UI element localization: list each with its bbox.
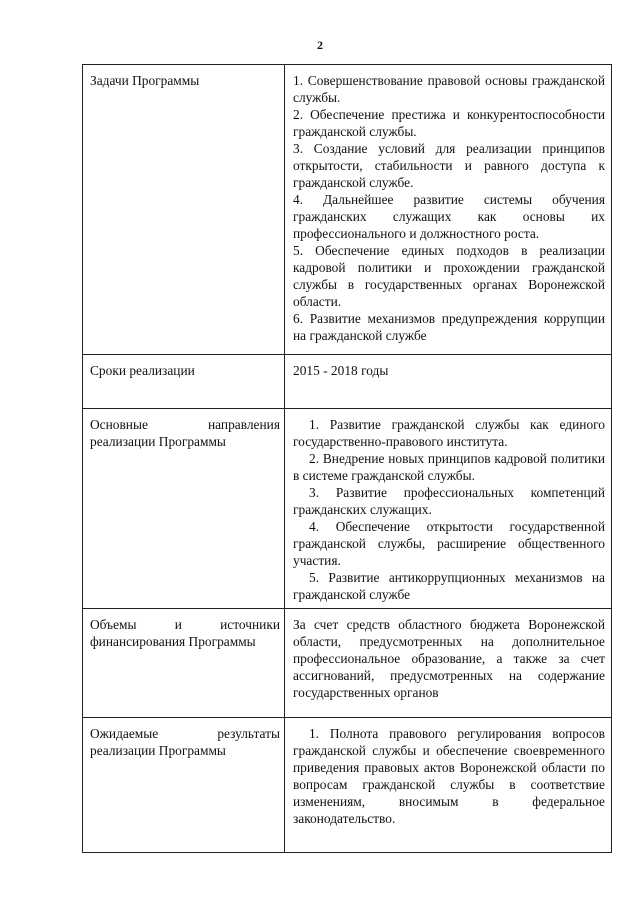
task-item: 2. Обеспечение престижа и конкурентоспособности гражданской службы.: [293, 107, 605, 139]
row-label-cell: [83, 609, 285, 718]
table-row-funding: [83, 609, 612, 718]
direction-item: 4. Обеспечение открытости государственной гражданской службы, расширение общественного участия.: [293, 519, 605, 568]
row-label: Сроки реализации: [90, 363, 195, 378]
result-item: 1. Полнота правового регулирования вопросов гражданской службы и обеспечение своевременного приведения правовых актов Воронежской области по вопросам гражданской службы в соответствие изменениям, вносимым в федеральное законодательство.: [293, 726, 605, 826]
row-content-cell: [285, 65, 612, 355]
program-passport-table: [82, 64, 612, 853]
terms-value: 2015 - 2018 годы: [293, 363, 389, 378]
task-item: 4. Дальнейшее развитие системы обучения гражданских служащих как основы их профессионального и должностного роста.: [293, 192, 605, 241]
table-row-directions: [83, 409, 612, 609]
table-row-tasks: [83, 65, 612, 355]
row-content-cell: [285, 718, 612, 853]
table-row-results: [83, 718, 612, 853]
table-row-terms: [83, 355, 612, 409]
task-item: 5. Обеспечение единых подходов в реализации кадровой политики и прохождении гражданской службы в государственных органах Воронежской области.: [293, 243, 605, 309]
row-label-cell: [83, 409, 285, 609]
task-item: 3. Создание условий для реализации принципов открытости, стабильности и равного доступа к гражданской службе.: [293, 141, 605, 190]
row-label: Ожидаемые результаты реализации Программы: [90, 726, 280, 758]
row-label: Объемы и источники финансирования Программы: [90, 617, 280, 649]
row-content-cell: [285, 609, 612, 718]
row-content-cell: [285, 355, 612, 409]
row-content-cell: [285, 409, 612, 609]
direction-item: 5. Развитие антикоррупционных механизмов на гражданской службе: [293, 570, 605, 602]
task-item: 1. Совершенствование правовой основы гражданской службы.: [293, 73, 605, 105]
row-label-cell: [83, 65, 285, 355]
page-number: 2: [317, 38, 323, 52]
direction-item: 3. Развитие профессиональных компетенций гражданских служащих.: [293, 485, 605, 517]
funding-text: За счет средств областного бюджета Воронежской области, предусмотренных на дополнительное профессиональное образование, а также за счет ассигнований, предусмотренных на содержание государственных органов: [293, 617, 605, 700]
row-label: Задачи Программы: [90, 73, 200, 88]
task-item: 6. Развитие механизмов предупреждения коррупции на гражданской службе: [293, 311, 605, 343]
direction-item: 2. Внедрение новых принципов кадровой политики в системе гражданской службы.: [293, 451, 605, 483]
row-label-cell: [83, 355, 285, 409]
direction-item: 1. Развитие гражданской службы как единого государственно-правового института.: [293, 417, 605, 449]
row-label-cell: [83, 718, 285, 853]
row-label: Основные направления реализации Программы: [90, 417, 280, 449]
